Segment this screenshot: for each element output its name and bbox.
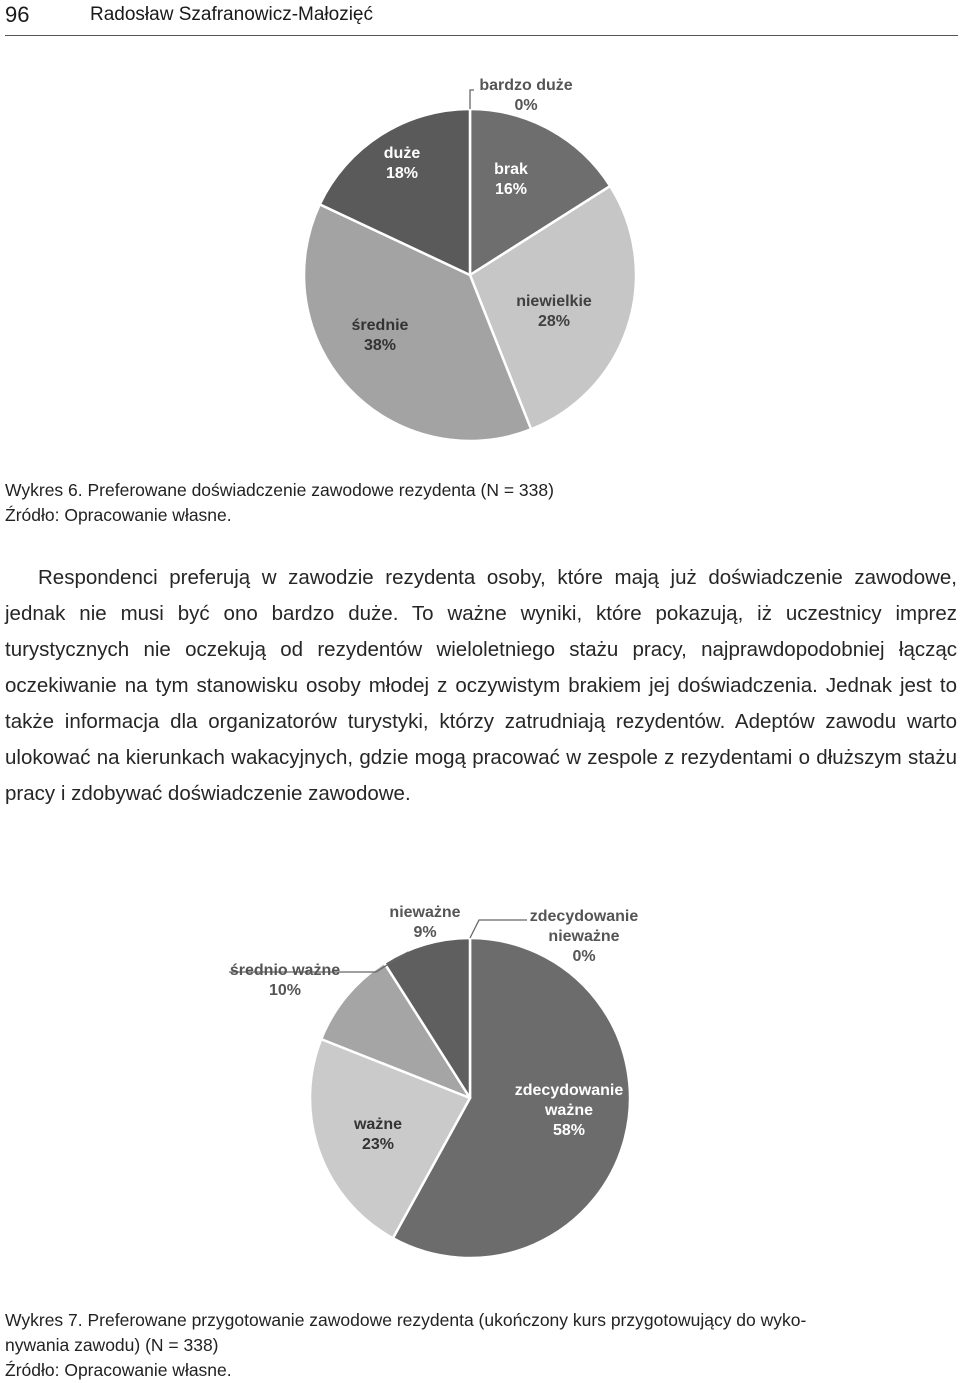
pie-chart-experience xyxy=(0,0,960,450)
pie-label-wazne: ważne 23% xyxy=(353,1116,403,1153)
figure-6-caption-block xyxy=(5,478,955,528)
pie-label-srednie: średnie 38% xyxy=(351,317,409,354)
running-header-author: Radosław Szafranowicz-Małozięć xyxy=(90,4,373,25)
pie-label-duze: duże 18% xyxy=(383,145,421,182)
figure-7-caption-line-1: Wykres 7. Preferowane przygotowanie zawodowe rezydenta (ukończony kurs przygotowujący do wyko- xyxy=(5,1310,807,1330)
pie-label-niewazne: nieważne 9% xyxy=(389,904,461,941)
body-paragraph: Respondenci preferują w zawodzie rezydenta osoby, które mają już doświadczenie zawodowe, jednak nie musi być ono bardzo duże. To ważne wyniki, które pokazują, iż uczestnicy imprez turystycznych nie oczekują od rezydentów wieloletniego stażu pracy, najprawdopodobniej łącząc oczekiwanie na tym stanowisku osoby młodej z oczywistym brakiem jej doświadczenia. Jednak jest to także informacja dla organizatorów turystyki, którzy zatrudniają rezydentów. Adeptów zawodu warto ulokować na kierunkach wakacyjnych, gdzie mogą pracować w zespole z rezydentami o dłuższym stażu pracy i zdobywać doświadczenie zawodowe. xyxy=(5,566,957,805)
pie-label-srednio-wazne: średnio ważne 10% xyxy=(229,962,341,999)
pie-label-niewielkie: niewielkie 28% xyxy=(516,293,592,330)
pie-chart-preparation xyxy=(0,890,960,1290)
figure-7-caption-block xyxy=(5,1308,955,1383)
leader-line-1 xyxy=(470,920,527,938)
leader-line-1 xyxy=(470,90,474,109)
figure-7-source: Źródło: Opracowanie własne. xyxy=(5,1360,232,1380)
pie-label-zdecydowanie-wazne: zdecydowanie ważne 58% xyxy=(514,1082,624,1139)
pie-label-brak: brak 16% xyxy=(494,161,528,198)
pie-label-bardzo-duze: bardzo duże 0% xyxy=(479,77,573,114)
page-number: 96 xyxy=(5,2,30,27)
figure-6-source: Źródło: Opracowanie własne. xyxy=(5,505,232,525)
pie-label-zdecydowanie-niewazne: zdecydowanie nieważne 0% xyxy=(529,908,639,965)
figure-6-caption: Wykres 6. Preferowane doświadczenie zawodowe rezydenta (N = 338) xyxy=(5,480,554,500)
figure-7-caption-line-2: nywania zawodu) (N = 338) xyxy=(5,1335,219,1355)
